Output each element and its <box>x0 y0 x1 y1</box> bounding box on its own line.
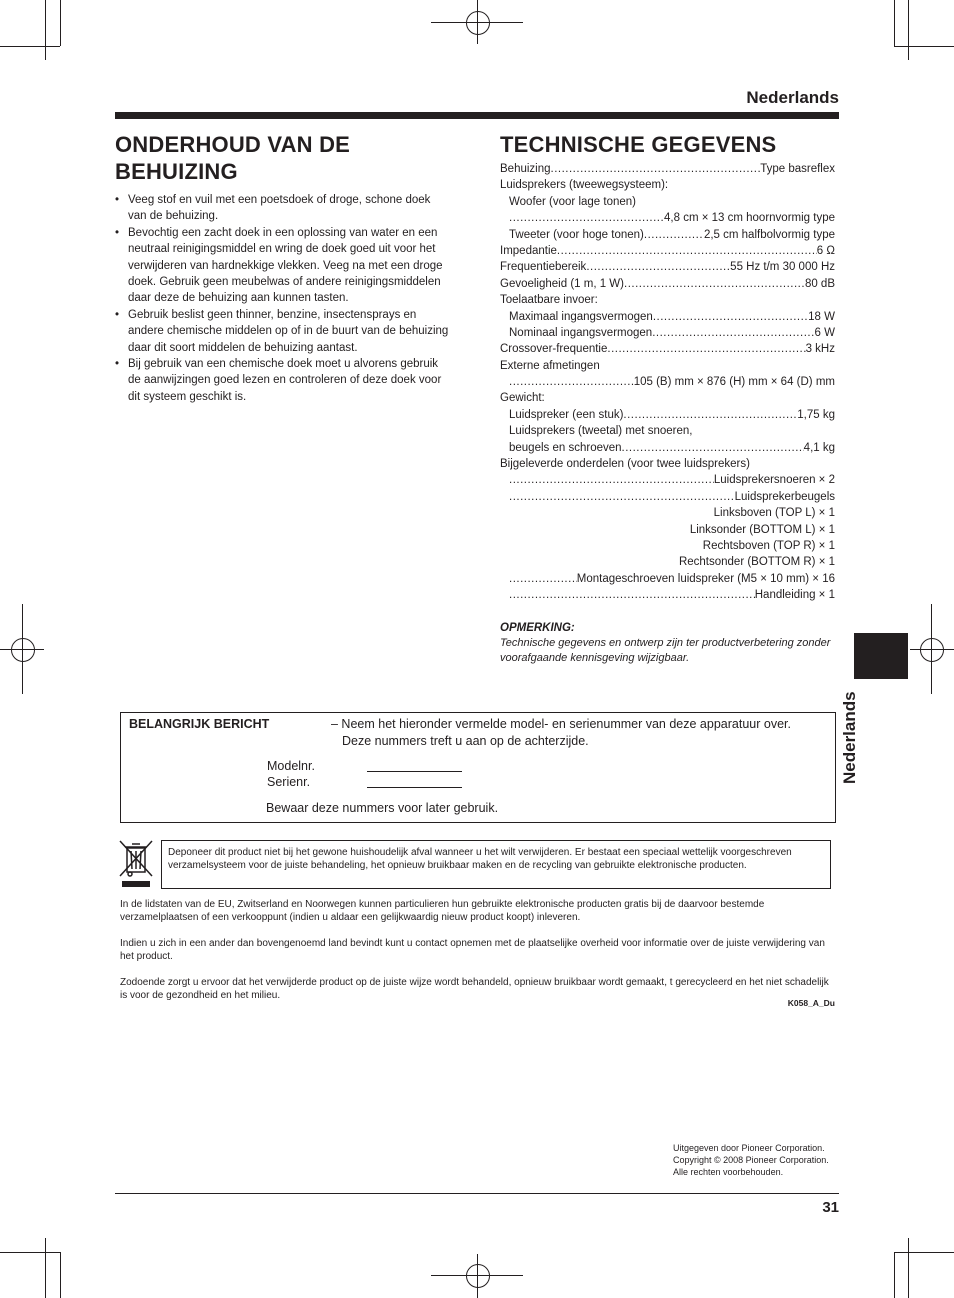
dot-leader <box>622 440 804 456</box>
publisher: Uitgegeven door Pioneer Corporation. <box>673 1143 825 1153</box>
spec-row <box>500 210 835 226</box>
dot-leader <box>509 210 664 226</box>
serial-label: Serienr. <box>267 775 311 789</box>
spec-row <box>500 341 835 357</box>
dot-leader <box>586 259 730 275</box>
spec-value: 1,75 kg <box>797 408 835 421</box>
keep-numbers-text: Bewaar deze nummers voor later gebruik. <box>266 801 499 815</box>
model-label: Modelnr. <box>267 759 315 773</box>
maintenance-title: ONDERHOUD VAN DE BEHUIZING <box>115 132 351 184</box>
spec-label: Crossover-frequentie <box>500 343 608 356</box>
list-item: • Bij gebruik van een chemische doek moet u alvorens gebruik de aanwijzingen goed lezen en controleren of deze doek voor dit systeem geschikt is. <box>115 356 450 405</box>
spec-value: Luidsprekerbeugels <box>734 490 835 503</box>
dot-leader <box>509 571 577 587</box>
spec-row <box>500 456 835 472</box>
list-item: • Veeg stof en vuil met een poetsdoek of droge, schone doek van de behuizing. <box>115 192 450 225</box>
spec-row <box>500 325 835 341</box>
publisher-info <box>673 1142 829 1178</box>
spec-label: Maximaal ingangsvermogen <box>509 310 653 323</box>
note <box>500 620 835 667</box>
spec-value: 6 Ω <box>816 244 835 257</box>
spec-row <box>500 309 835 325</box>
rights: Alle rechten voorbehouden. <box>673 1167 784 1177</box>
serial-field[interactable] <box>367 787 462 788</box>
spec-value: Rechtsboven (TOP R) × 1 <box>702 539 835 552</box>
spec-label: Impedantie <box>500 244 557 257</box>
disposal-box-text: Deponeer dit product niet bij het gewone huishoudelijk afval wanneer u het wilt verwijderen. Er bestaat een speciaal wettelijk voorgeschreven verzamelsysteem voor de juiste behandeling, het opnieuw bruikbaar maken en de recycling van gebruikte elektronische producten. <box>168 847 792 871</box>
notice-line-1: – Neem het hieronder vermelde model- en serienummer van deze apparatuur over. <box>331 717 791 731</box>
disposal-paragraph: In de lidstaten van de EU, Zwitserland en Noorwegen kunnen particulieren hun gebruikte elektronische producten gratis bij de daarvoor bestemde verzamelplaatsen of een verkooppunt (indien u aldaar een gelijkwaardig nieuw product koopt) inleveren. <box>120 899 765 923</box>
spec-value: Handleiding × 1 <box>754 589 835 602</box>
specs-table <box>500 161 835 604</box>
document-code: K058_A_Du <box>787 998 835 1008</box>
spec-row <box>500 227 835 243</box>
spec-value: Rechtsonder (BOTTOM R) × 1 <box>678 556 835 569</box>
spec-label: beugels en schroeven <box>509 441 622 454</box>
spec-label: Woofer (voor lage tonen) <box>509 195 636 208</box>
spec-value: 2,5 cm halfbolvormig type <box>703 228 835 241</box>
spec-value: Linksboven (TOP L) × 1 <box>713 507 835 520</box>
page-number: 31 <box>822 1199 839 1216</box>
dot-leader <box>623 407 797 423</box>
spec-row <box>500 522 835 538</box>
notice-line-2: Deze nummers treft u aan op de achterzijde. <box>342 734 589 748</box>
spec-value: 18 W <box>808 310 835 323</box>
spec-row <box>500 538 835 554</box>
spec-row <box>500 554 835 570</box>
spec-value: 80 dB <box>804 277 835 290</box>
dot-leader <box>509 587 755 603</box>
dot-leader <box>624 276 805 292</box>
spec-label: Tweeter (voor hoge tonen) <box>509 228 644 241</box>
dot-leader <box>653 309 808 325</box>
spec-row <box>500 276 835 292</box>
spec-label: Luidspreker (een stuk) <box>509 408 624 421</box>
notice-title: BELANGRIJK BERICHT <box>129 717 270 731</box>
spec-value: Luidsprekersnoeren × 2 <box>713 474 835 487</box>
spec-value: Type basreflex <box>760 163 835 175</box>
maintenance-list <box>115 192 450 405</box>
spec-value: 105 (B) mm × 876 (H) mm × 64 (D) mm <box>633 376 835 389</box>
disposal-paragraph: Indien u zich in een ander dan bovengenoemd land bevindt kunt u contact opnemen met de plaatselijke overheid voor informatie over de juiste verwijdering van het product. <box>120 938 825 962</box>
spec-row <box>500 440 835 456</box>
header-rule <box>115 112 839 119</box>
maintenance-section <box>115 131 450 405</box>
spec-value: 4,1 kg <box>803 441 835 454</box>
spec-row <box>500 177 835 193</box>
spec-label: Luidsprekers (tweewegsysteem): <box>500 179 669 192</box>
spec-row <box>500 243 835 259</box>
spec-value: 4,8 cm × 13 cm hoornvormig type <box>664 212 835 225</box>
spec-label: Externe afmetingen <box>500 359 600 372</box>
spec-value: 55 Hz t/m 30 000 Hz <box>730 261 835 274</box>
spec-label: Behuizing <box>500 163 551 175</box>
spec-row <box>500 374 835 390</box>
dot-leader <box>509 472 714 488</box>
spec-value: Montageschroeven luidspreker (M5 × 10 mm) × 16 <box>576 572 835 585</box>
disposal-box <box>161 840 831 889</box>
list-item: • Bevochtig een zacht doek in een oplossing van water en een neutraal reinigingsmiddel en wring de doek goed uit voor het verwijderen van hardnekkige vlekken. Veeg na met een droge doek. Gebruik geen meubelwas of andere reinigingsmiddelen daar deze de behuizing aan kunnen tasten. <box>115 225 450 307</box>
spec-label: Bijgeleverde onderdelen (voor twee luidsprekers) <box>500 458 750 471</box>
spec-row <box>500 161 835 177</box>
spec-label: Frequentiebereik <box>500 261 587 274</box>
dot-leader <box>607 341 805 357</box>
list-item: • Gebruik beslist geen thinner, benzine, insectensprays en andere chemische middelen op of in de buurt van de behuizing daar dit soort middelen de behuizing aantast. <box>115 307 450 356</box>
crossed-out-wheelie-bin-icon <box>118 839 154 889</box>
spec-label: Gewicht: <box>500 392 545 405</box>
spec-row <box>500 194 835 210</box>
dot-leader <box>557 243 817 259</box>
language-header: Nederlands <box>746 88 839 107</box>
dot-leader <box>509 374 634 390</box>
spec-row <box>500 358 835 374</box>
dot-leader <box>551 161 761 177</box>
side-tab-label: Nederlands <box>840 691 859 784</box>
spec-label: Toelaatbare invoer: <box>500 294 598 307</box>
spec-row <box>500 587 835 603</box>
spec-row <box>500 407 835 423</box>
disposal-text <box>120 898 836 1002</box>
spec-row <box>500 259 835 275</box>
spec-row <box>500 423 835 439</box>
spec-value: 6 W <box>814 326 835 339</box>
dot-leader <box>644 227 704 243</box>
spec-label: Gevoeligheid (1 m, 1 W) <box>500 277 624 290</box>
dot-leader <box>509 489 735 505</box>
disposal-paragraph: Zodoende zorgt u ervoor dat het verwijderde product op de juiste wijze wordt behandeld, opnieuw bruikbaar wordt gemaakt, t gerecycleerd en het niet schadelijk is voor de gezondheid en het milieu. <box>120 977 829 1001</box>
important-notice-box <box>120 712 836 823</box>
note-title: OPMERKING: <box>500 621 575 634</box>
spec-value: 3 kHz <box>805 343 835 356</box>
specs-section <box>500 131 835 667</box>
specs-title: TECHNISCHE GEGEVENS <box>500 132 777 157</box>
model-field[interactable] <box>367 771 462 772</box>
spec-row <box>500 571 835 587</box>
side-tab-block <box>854 633 908 679</box>
spec-value: Linksonder (BOTTOM L) × 1 <box>689 523 835 536</box>
note-text: Technische gegevens en ontwerp zijn ter productverbetering zonder voorafgaande kennisgeving wijzigbaar. <box>500 636 831 665</box>
dot-leader <box>652 325 814 341</box>
spec-row <box>500 390 835 406</box>
spec-row <box>500 505 835 521</box>
spec-row <box>500 292 835 308</box>
spec-row <box>500 472 835 488</box>
spec-label: Nominaal ingangsvermogen <box>509 326 653 339</box>
copyright: Copyright © 2008 Pioneer Corporation. <box>673 1155 829 1165</box>
footer-rule <box>115 1193 839 1194</box>
spec-label: Luidsprekers (tweetal) met snoeren, <box>509 425 693 438</box>
spec-row <box>500 489 835 505</box>
